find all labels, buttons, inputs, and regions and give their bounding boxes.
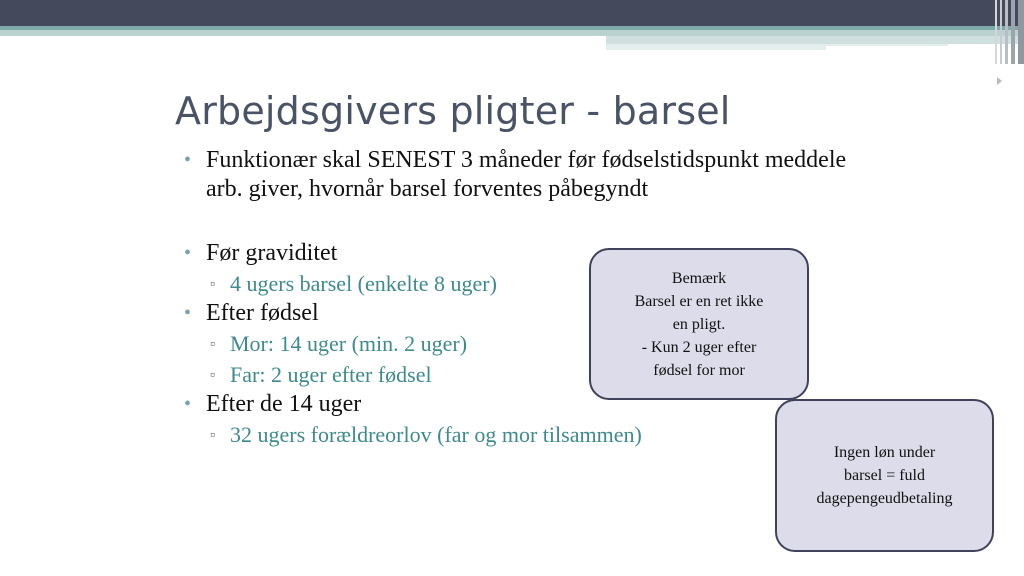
note-line: dagepengeudbetaling [816, 490, 953, 507]
note-box-remark [589, 248, 809, 400]
chevron-right-icon [997, 77, 1002, 85]
sub-bullet-text: Far: 2 uger efter fødsel [230, 362, 432, 387]
note-box-pay [775, 399, 994, 552]
note-line: - Kun 2 uger efter [641, 338, 757, 356]
sub-bullet-text: Mor: 14 uger (min. 2 uger) [230, 331, 468, 356]
sub-bullet-text: 32 ugers forældreorlov (far og mor tilsammen) [230, 422, 642, 447]
note-line: fødsel for mor [653, 361, 745, 379]
top-decoration-band [0, 0, 1024, 26]
sub-bullet-icon: ▫ [210, 337, 215, 352]
note-line: Ingen løn under [833, 444, 936, 461]
bullet-icon: • [184, 242, 192, 264]
bullet-text: Før graviditet [206, 240, 338, 266]
note-line: Bemærk [671, 269, 727, 287]
note-line: barsel = fuld [844, 467, 925, 484]
top-accent-bar [606, 36, 1024, 44]
bullet-text: Funktionær skal SENEST 3 måneder før fødselstidspunkt meddele arb. giver, hvornår barsel forventes påbegyndt [206, 147, 847, 202]
bullet-text: Efter fødsel [206, 300, 319, 326]
bullet-icon: • [184, 302, 192, 324]
slide-title: Arbejdsgivers pligter - barsel [175, 89, 731, 133]
top-accent-bar-short [606, 44, 826, 50]
bullet-text: Efter de 14 uger [206, 391, 362, 417]
bullet-icon: • [184, 393, 192, 415]
sub-bullet-icon: ▫ [210, 277, 215, 292]
bullet-icon: • [184, 149, 192, 171]
note-line: Barsel er en ret ikke [634, 292, 764, 310]
top-accent-stripe [0, 26, 1024, 36]
top-accent-line [826, 44, 948, 46]
right-decoration-strip [990, 0, 1024, 64]
bullet-item [182, 146, 882, 204]
sub-bullet-text: 4 ugers barsel (enkelte 8 uger) [230, 271, 497, 296]
sub-bullet-icon: ▫ [210, 368, 215, 383]
sub-bullet-icon: ▫ [210, 428, 215, 443]
note-line: en pligt. [672, 315, 726, 333]
